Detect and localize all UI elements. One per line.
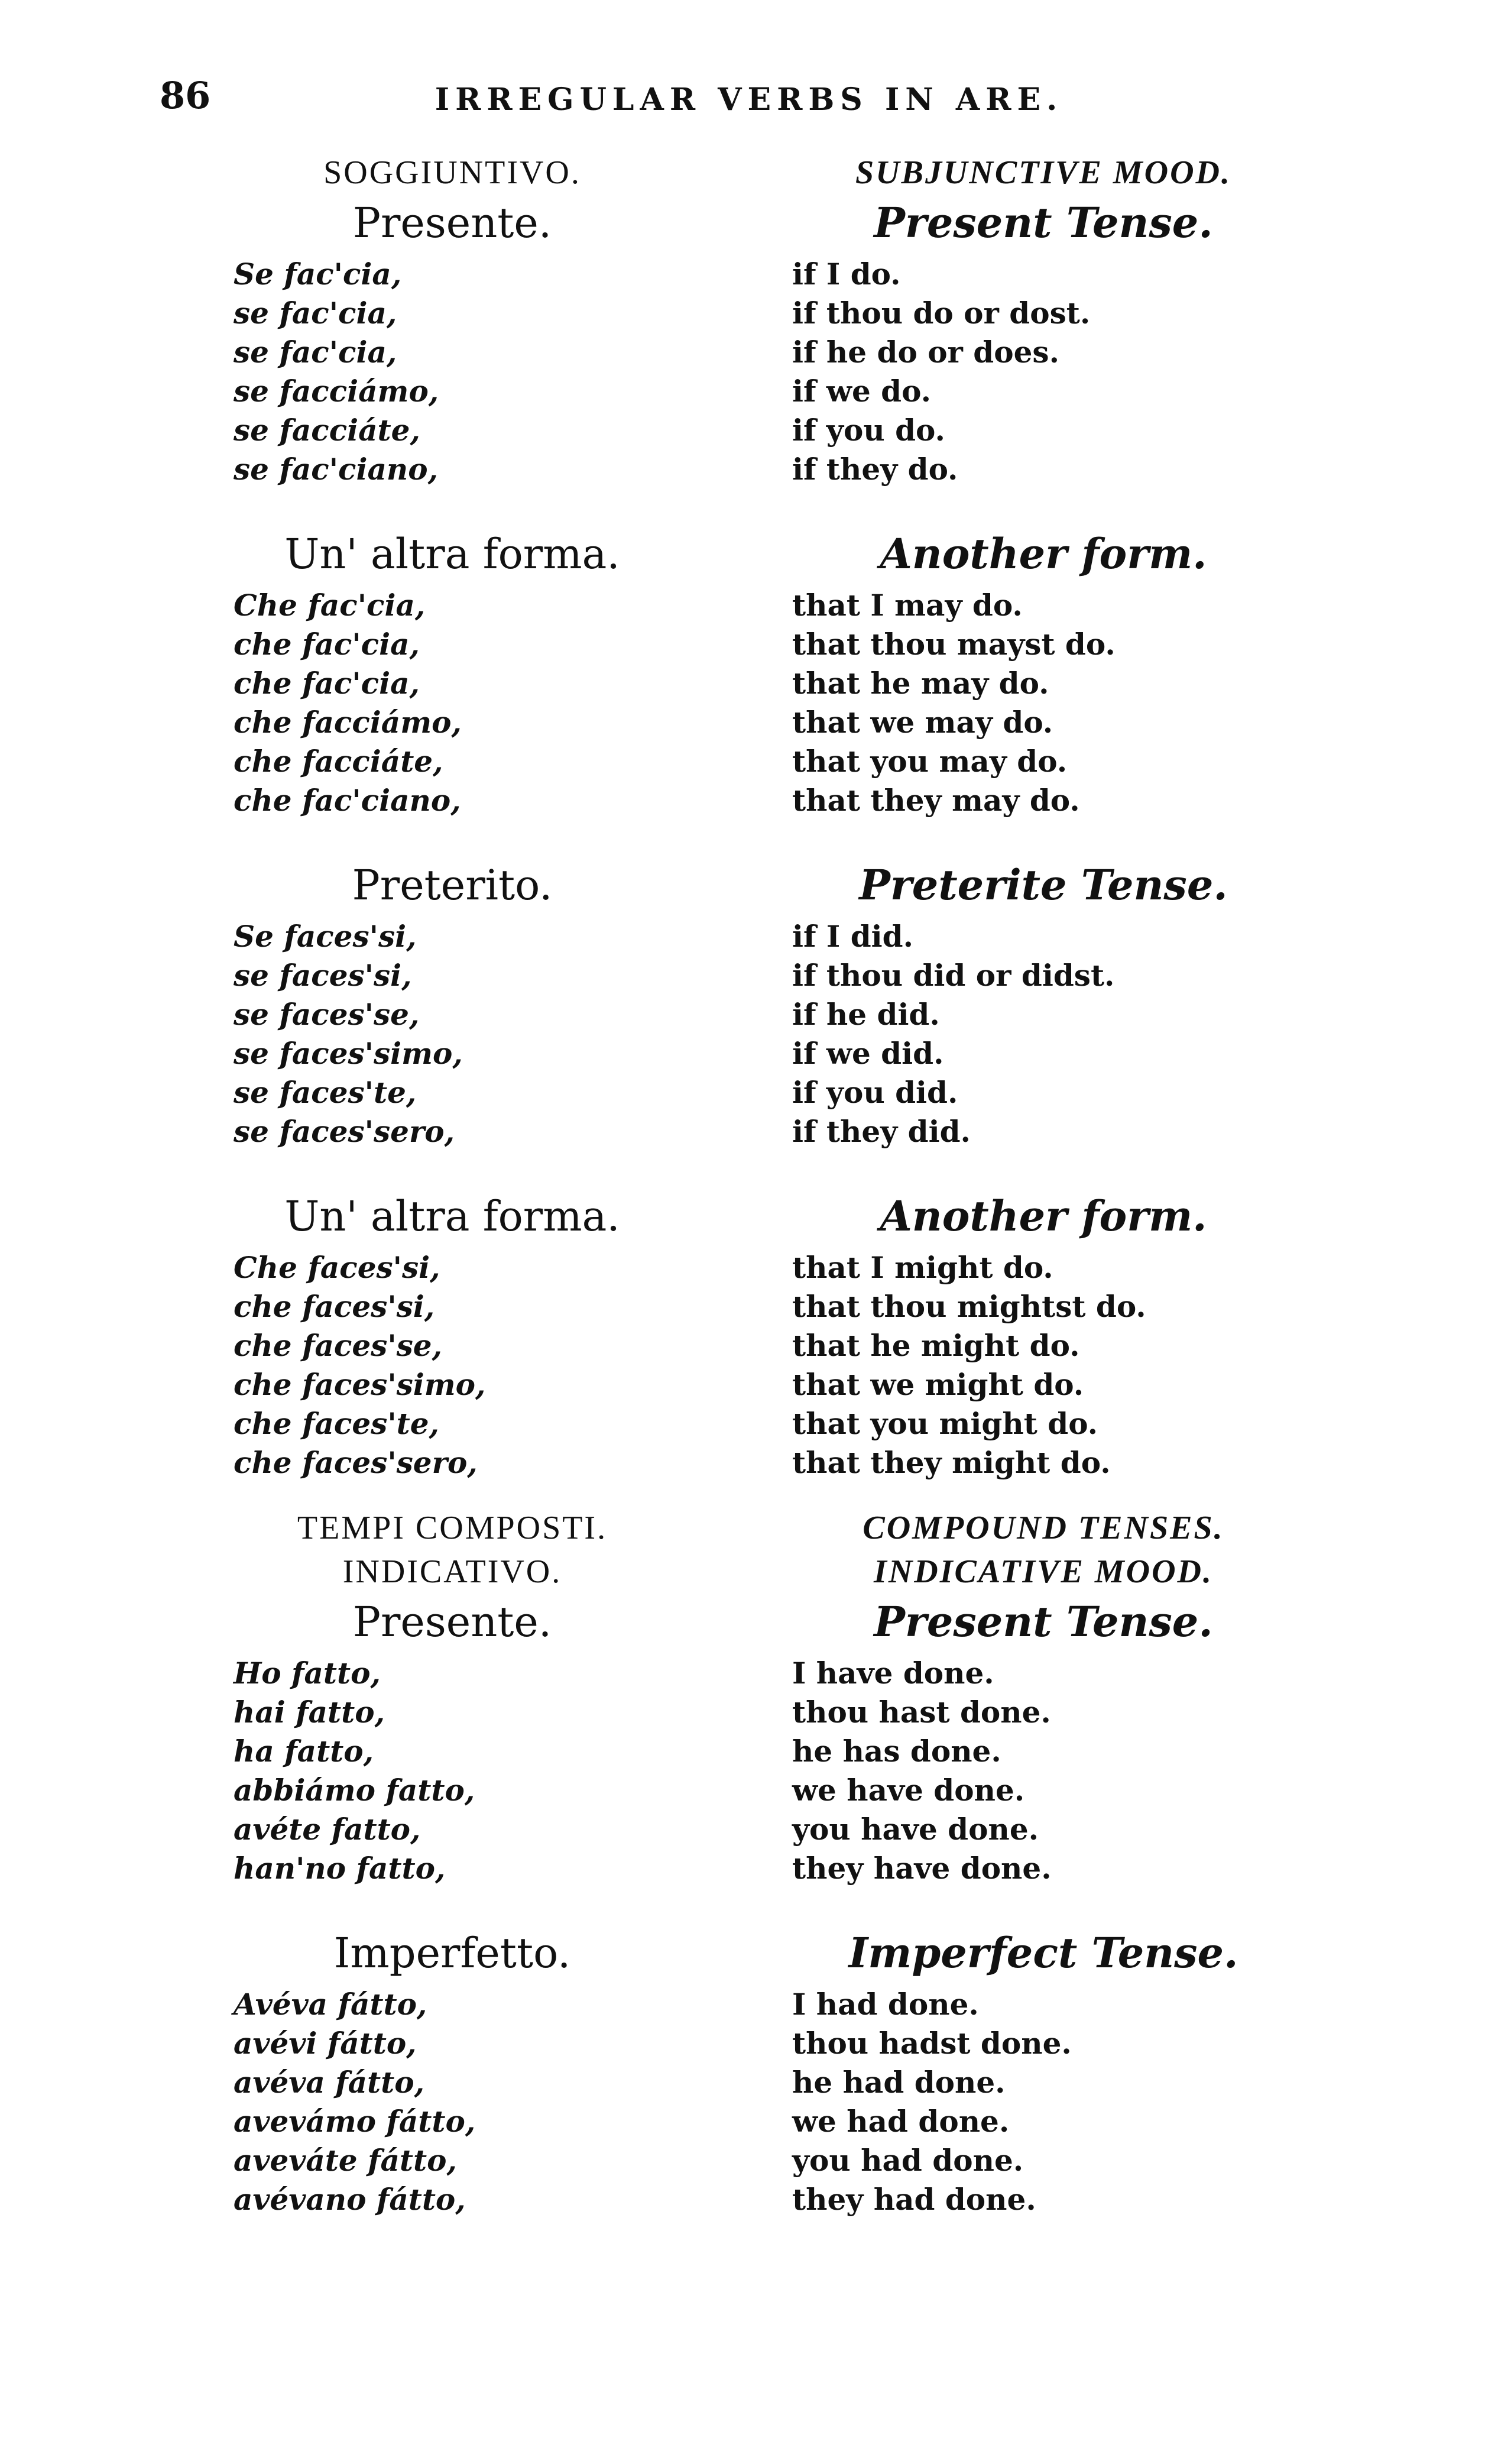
english-line: that we might do.: [792, 1367, 1084, 1402]
english-line: that thou mightst do.: [792, 1289, 1146, 1324]
page-number: 86: [160, 74, 211, 117]
heading-tempi-composti: TEMPI COMPOSTI.: [297, 1510, 608, 1546]
english-line: if we did.: [792, 1036, 944, 1071]
heading-indicativo: INDICATIVO.: [342, 1553, 562, 1590]
italian-line: ha fatto,: [234, 1734, 374, 1769]
english-translation-list: [792, 1985, 1383, 2219]
heading-present-tense: Present Tense.: [874, 1597, 1213, 1646]
italian-line: che faces'te,: [234, 1406, 439, 1441]
italian-line: che facciáte,: [234, 744, 443, 779]
italian-line: che fac'ciano,: [234, 783, 461, 818]
english-line: if they do.: [792, 452, 958, 487]
heading-another-form: Another form.: [880, 1191, 1207, 1241]
italian-line: che fac'cia,: [234, 627, 420, 662]
english-line: if they did.: [792, 1114, 971, 1149]
italian-line: Che fac'cia,: [234, 588, 426, 623]
italian-line: han'no fatto,: [234, 1851, 446, 1886]
running-head: IRREGULAR VERBS IN ARE.: [435, 82, 1063, 118]
italian-conjugation-list: [234, 1985, 825, 2219]
italian-line: avéte fatto,: [234, 1812, 421, 1847]
italian-line: Se faces'si,: [234, 919, 417, 954]
english-line: he has done.: [792, 1734, 1001, 1769]
english-line: that thou mayst do.: [792, 627, 1116, 662]
english-line: that you may do.: [792, 744, 1068, 779]
italian-line: avévi fátto,: [234, 2026, 417, 2061]
heading-soggiuntivo: SOGGIUNTIVO.: [323, 154, 581, 191]
english-translation-list: [792, 255, 1383, 489]
italian-conjugation-list: [234, 255, 825, 489]
italian-line: Ho fatto,: [234, 1656, 381, 1691]
italian-line: se fac'ciano,: [234, 452, 438, 487]
italian-line: se facciámo,: [234, 374, 439, 409]
english-line: that you might do.: [792, 1406, 1098, 1441]
italian-line: se facciáte,: [234, 413, 420, 448]
italian-line: se faces'se,: [234, 997, 420, 1032]
italian-conjugation-list: [234, 1654, 825, 1888]
italian-line: se faces'te,: [234, 1075, 417, 1110]
heading-preterite-tense: Preterite Tense.: [859, 860, 1228, 909]
italian-line: Avéva fátto,: [234, 1987, 427, 2022]
italian-line: se faces'sero,: [234, 1114, 455, 1149]
english-line: if thou did or didst.: [792, 958, 1115, 993]
heading-another-form: Another form.: [880, 529, 1207, 578]
english-column: [792, 151, 1383, 2219]
english-line: that we may do.: [792, 705, 1053, 740]
english-line: that they might do.: [792, 1445, 1111, 1480]
heading-altra-forma: Un' altra forma.: [284, 530, 620, 578]
heading-present-tense: Present Tense.: [874, 198, 1213, 247]
english-line: if I did.: [792, 919, 914, 954]
italian-line: che faces'si,: [234, 1289, 435, 1324]
english-line: thou hadst done.: [792, 2026, 1072, 2061]
heading-indicative-mood: INDICATIVE MOOD.: [874, 1553, 1213, 1590]
english-line: I had done.: [792, 1987, 979, 2022]
italian-line: avévano fátto,: [234, 2182, 466, 2217]
heading-imperfetto: Imperfetto.: [333, 1929, 571, 1977]
italian-line: che facciámo,: [234, 705, 462, 740]
italian-line: avéva fátto,: [234, 2065, 424, 2100]
italian-line: che faces'simo,: [234, 1367, 486, 1402]
heading-altra-forma: Un' altra forma.: [284, 1192, 620, 1241]
english-translation-list: [792, 586, 1383, 820]
english-line: that I might do.: [792, 1250, 1053, 1285]
english-line: we have done.: [792, 1773, 1025, 1808]
heading-compound-tenses: COMPOUND TENSES.: [863, 1510, 1224, 1546]
english-line: they have done.: [792, 1851, 1052, 1886]
italian-line: che faces'sero,: [234, 1445, 478, 1480]
heading-presente: Presente.: [352, 199, 552, 247]
english-line: thou hast done.: [792, 1695, 1051, 1730]
english-line: that he might do.: [792, 1328, 1080, 1363]
italian-conjugation-list: [234, 586, 825, 820]
english-line: if thou do or dost.: [792, 296, 1091, 331]
italian-column: [234, 151, 825, 2219]
italian-line: se fac'cia,: [234, 296, 397, 331]
italian-line: abbiámo fatto,: [234, 1773, 475, 1808]
italian-line: se faces'simo,: [234, 1036, 463, 1071]
english-line: if you did.: [792, 1075, 958, 1110]
english-line: I have done.: [792, 1656, 994, 1691]
italian-line: che faces'se,: [234, 1328, 443, 1363]
italian-line: Se fac'cia,: [234, 257, 402, 292]
italian-line: che fac'cia,: [234, 666, 420, 701]
english-line: we had done.: [792, 2104, 1010, 2139]
english-line: that they may do.: [792, 783, 1080, 818]
italian-line: avevámo fátto,: [234, 2104, 476, 2139]
english-line: you have done.: [792, 1812, 1039, 1847]
heading-subjunctive-mood: SUBJUNCTIVE MOOD.: [855, 154, 1231, 191]
english-line: if I do.: [792, 257, 901, 292]
heading-preterito: Preterito.: [352, 861, 553, 909]
italian-conjugation-list: [234, 1248, 825, 1482]
italian-conjugation-list: [234, 917, 825, 1151]
english-line: if you do.: [792, 413, 945, 448]
english-line: that he may do.: [792, 666, 1049, 701]
italian-line: se faces'si,: [234, 958, 412, 993]
english-translation-list: [792, 1248, 1383, 1482]
italian-line: se fac'cia,: [234, 335, 397, 370]
english-line: that I may do.: [792, 588, 1023, 623]
italian-line: aveváte fátto,: [234, 2143, 457, 2178]
heading-presente: Presente.: [352, 1598, 552, 1646]
english-line: they had done.: [792, 2182, 1036, 2217]
italian-line: hai fatto,: [234, 1695, 385, 1730]
english-translation-list: [792, 1654, 1383, 1888]
english-translation-list: [792, 917, 1383, 1151]
english-line: he had done.: [792, 2065, 1006, 2100]
english-line: you had done.: [792, 2143, 1024, 2178]
heading-imperfect-tense: Imperfect Tense.: [848, 1928, 1238, 1977]
italian-line: Che faces'si,: [234, 1250, 440, 1285]
english-line: if he do or does.: [792, 335, 1059, 370]
english-line: if we do.: [792, 374, 932, 409]
english-line: if he did.: [792, 997, 940, 1032]
